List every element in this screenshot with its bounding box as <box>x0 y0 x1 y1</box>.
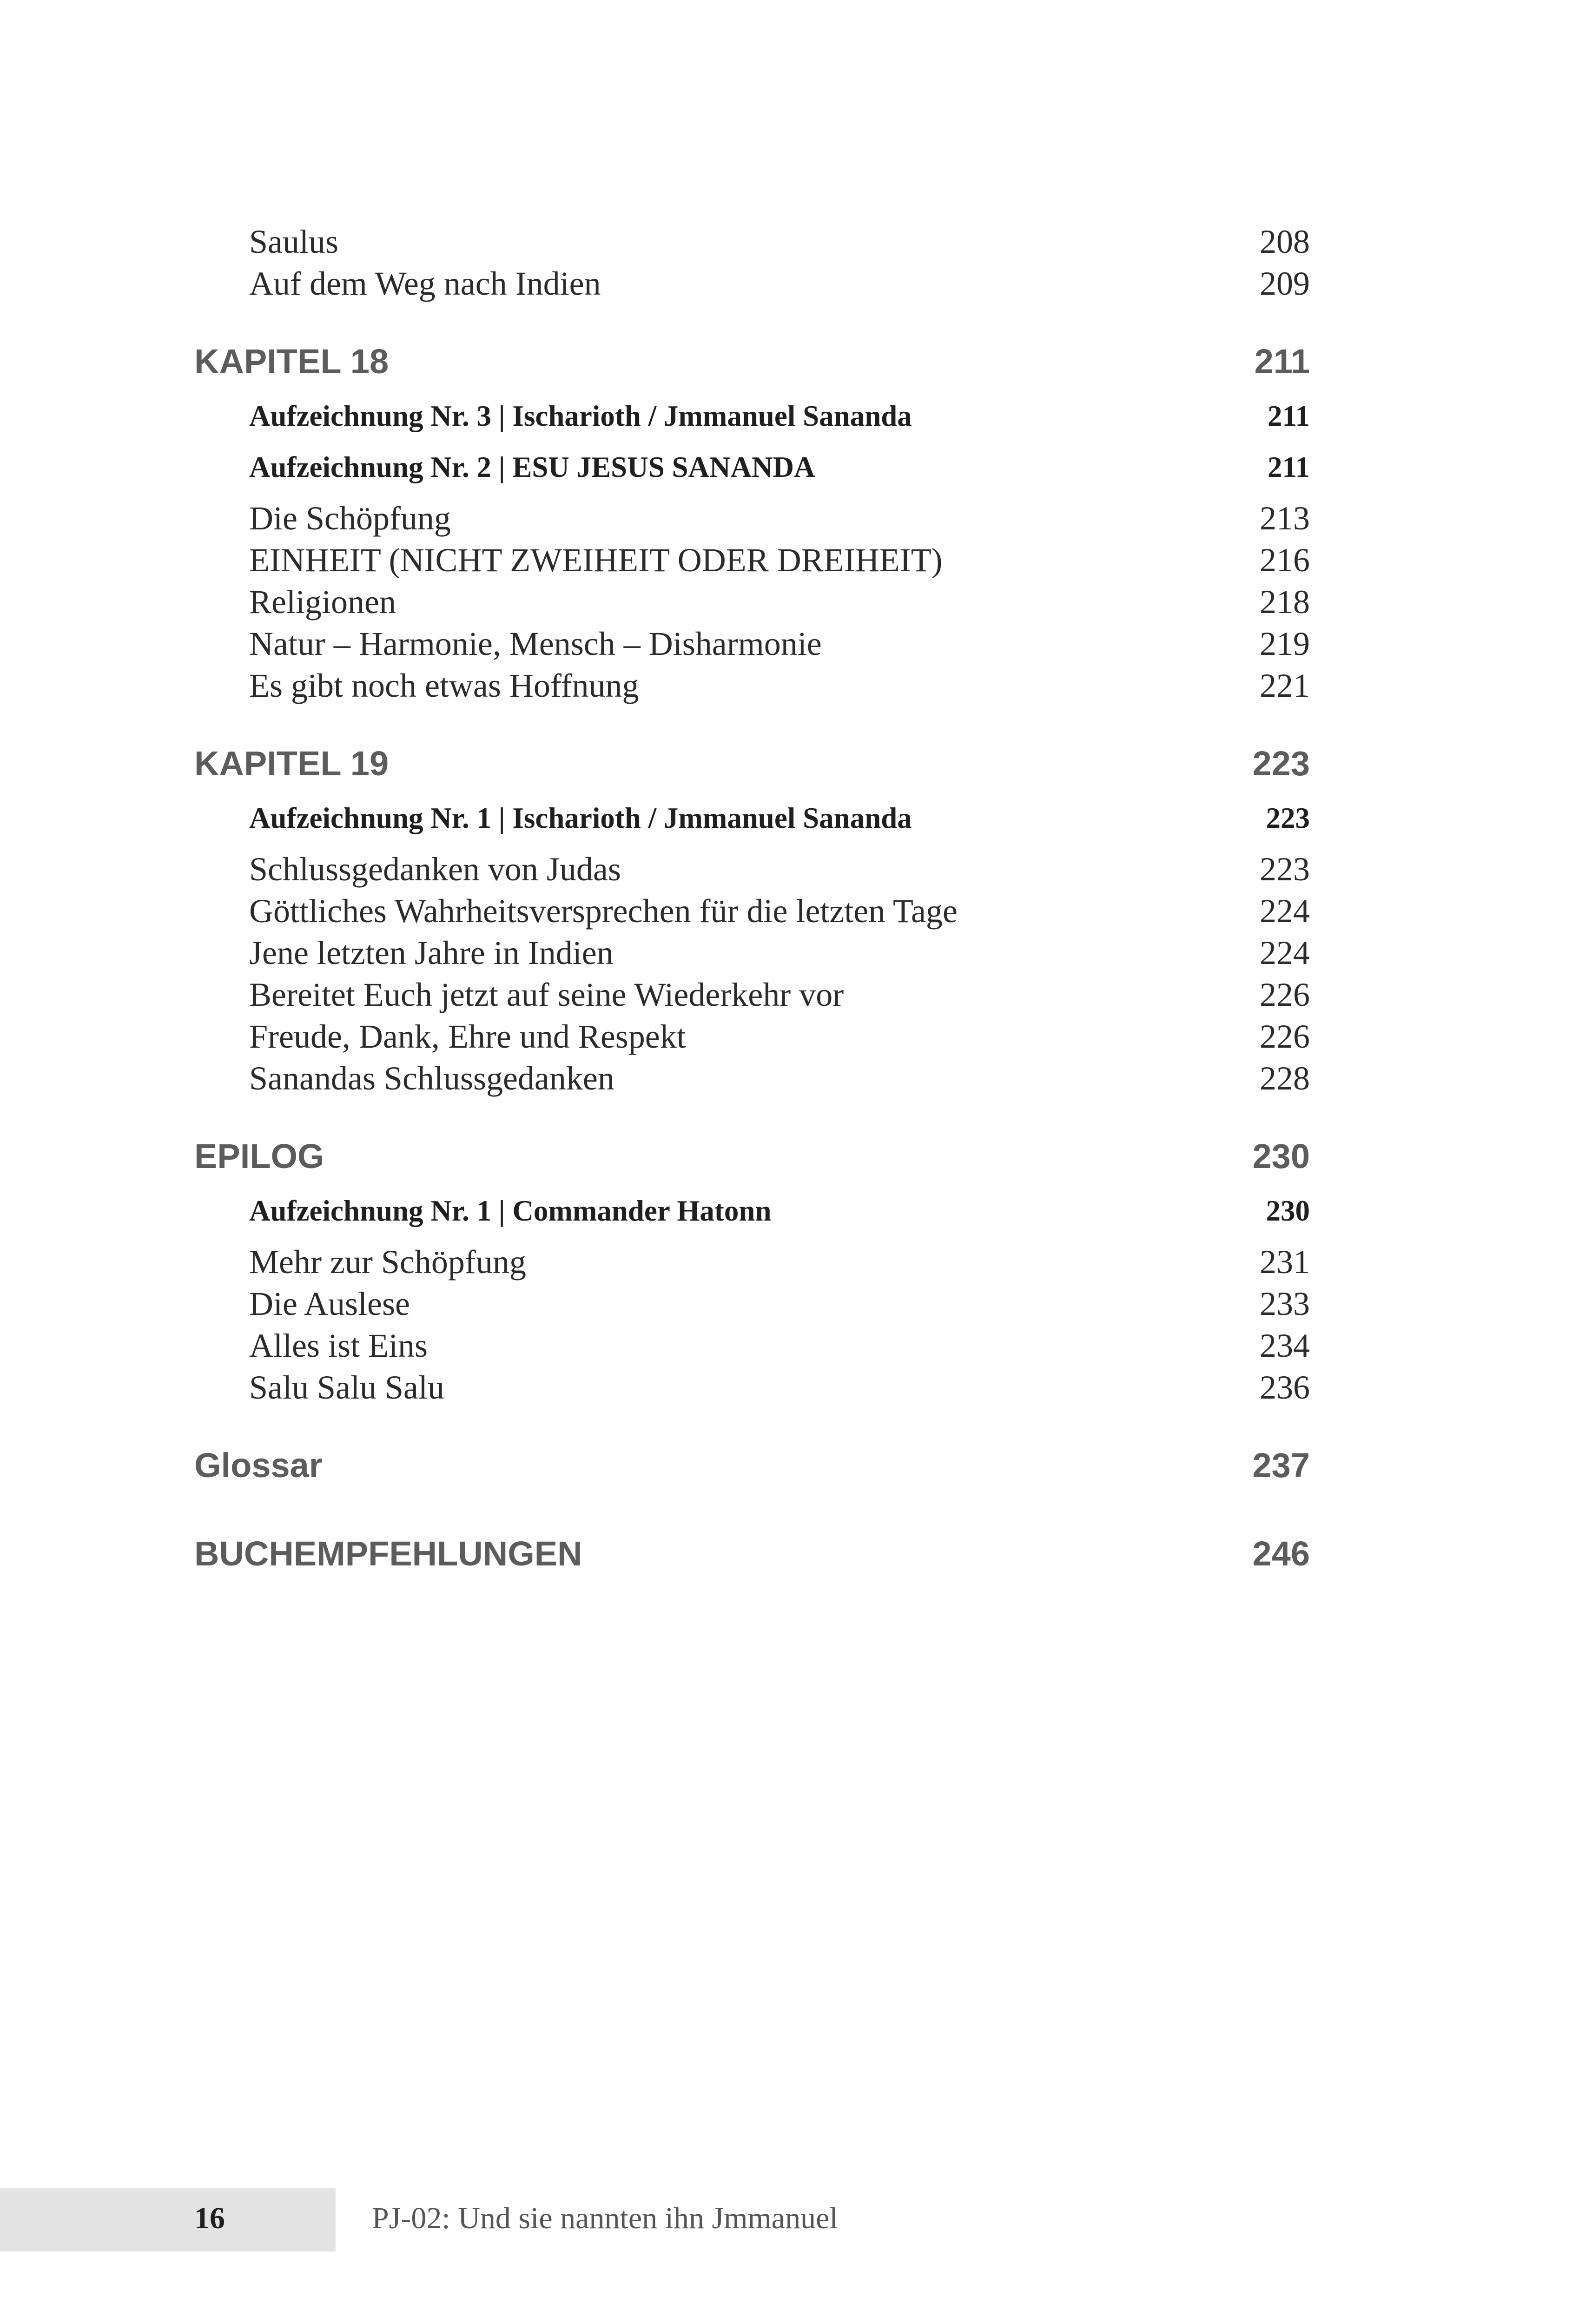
toc-record-title: Aufzeichnung Nr. 1 | Ischarioth / Jmmanuel Sananda <box>249 802 912 834</box>
toc-entry-page: 223 <box>1260 851 1310 888</box>
toc-chapter-title: BUCHEMPFEHLUNGEN <box>194 1534 582 1573</box>
toc-entry-title: Sanandas Schlussgedanken <box>249 1060 614 1097</box>
toc-entry-page: 233 <box>1260 1285 1310 1322</box>
toc-entry-page: 209 <box>1260 265 1310 302</box>
toc-entry-title: EINHEIT (NICHT ZWEIHEIT ODER DREIHEIT) <box>249 541 943 579</box>
toc-chapter-page: 211 <box>1254 342 1310 381</box>
toc-entry-page: 231 <box>1260 1243 1310 1281</box>
footer-page-band <box>0 2188 336 2251</box>
toc-entry-title: Alles ist Eins <box>249 1327 428 1364</box>
toc-entry-page: 216 <box>1260 541 1310 579</box>
toc-entry-title: Auf dem Weg nach Indien <box>249 265 601 302</box>
toc-entry-page: 236 <box>1260 1369 1310 1406</box>
toc-entry-page: 224 <box>1260 934 1310 971</box>
toc-record-title: Aufzeichnung Nr. 2 | ESU JESUS SANANDA <box>249 451 815 483</box>
toc-entry-page: 218 <box>1260 583 1310 621</box>
toc-chapter-page: 246 <box>1252 1534 1310 1573</box>
toc-record-title: Aufzeichnung Nr. 3 | Ischarioth / Jmmanuel Sananda <box>249 400 912 432</box>
toc-entry-page: 226 <box>1260 1018 1310 1055</box>
toc-entry-title: Schlussgedanken von Judas <box>249 851 621 888</box>
toc-entry-page: 234 <box>1260 1327 1310 1364</box>
toc-entry-page: 221 <box>1260 667 1310 704</box>
toc-entry-title: Natur – Harmonie, Mensch – Disharmonie <box>249 625 822 662</box>
toc-entry-title: Jene letzten Jahre in Indien <box>249 934 614 971</box>
toc-record-page: 230 <box>1266 1195 1310 1227</box>
toc-entry-title: Die Schöpfung <box>249 500 451 537</box>
toc-entry-page: 224 <box>1260 892 1310 930</box>
toc-chapter-page: 230 <box>1252 1137 1310 1175</box>
toc-entry-title: Göttliches Wahrheitsversprechen für die letzten Tage <box>249 892 958 930</box>
footer-page-number: 16 <box>194 2201 225 2235</box>
toc-entry-page: 226 <box>1260 976 1310 1013</box>
toc-chapter-title: EPILOG <box>194 1137 324 1175</box>
toc-chapter-title: Glossar <box>194 1446 323 1485</box>
toc-chapter-page: 223 <box>1252 744 1310 783</box>
toc-entry-page: 219 <box>1260 625 1310 662</box>
toc-entry-title: Es gibt noch etwas Hoffnung <box>249 667 639 704</box>
toc-entry-title: Salu Salu Salu <box>249 1369 445 1406</box>
toc-entry-page: 228 <box>1260 1060 1310 1097</box>
toc-entry-title: Bereitet Euch jetzt auf seine Wiederkehr vor <box>249 976 844 1013</box>
toc-entry-title: Die Auslese <box>249 1285 410 1322</box>
toc-entry-title: Mehr zur Schöpfung <box>249 1243 526 1281</box>
toc-chapter-title: KAPITEL 18 <box>194 342 389 381</box>
toc-entry-title: Religionen <box>249 583 396 621</box>
toc-chapter-title: KAPITEL 19 <box>194 744 389 783</box>
toc-chapter-page: 237 <box>1252 1446 1310 1485</box>
toc-record-page: 223 <box>1266 802 1310 834</box>
toc-record-page: 211 <box>1267 400 1310 432</box>
toc-record-title: Aufzeichnung Nr. 1 | Commander Hatonn <box>249 1195 772 1227</box>
toc-record-page: 211 <box>1267 451 1310 483</box>
toc-entry-page: 213 <box>1260 500 1310 537</box>
toc-entry-title: Saulus <box>249 223 339 260</box>
toc-entry-title: Freude, Dank, Ehre und Respekt <box>249 1018 686 1055</box>
toc-entry-page: 208 <box>1260 223 1310 260</box>
footer-book-title: PJ-02: Und sie nannten ihn Jmmanuel <box>372 2201 838 2235</box>
